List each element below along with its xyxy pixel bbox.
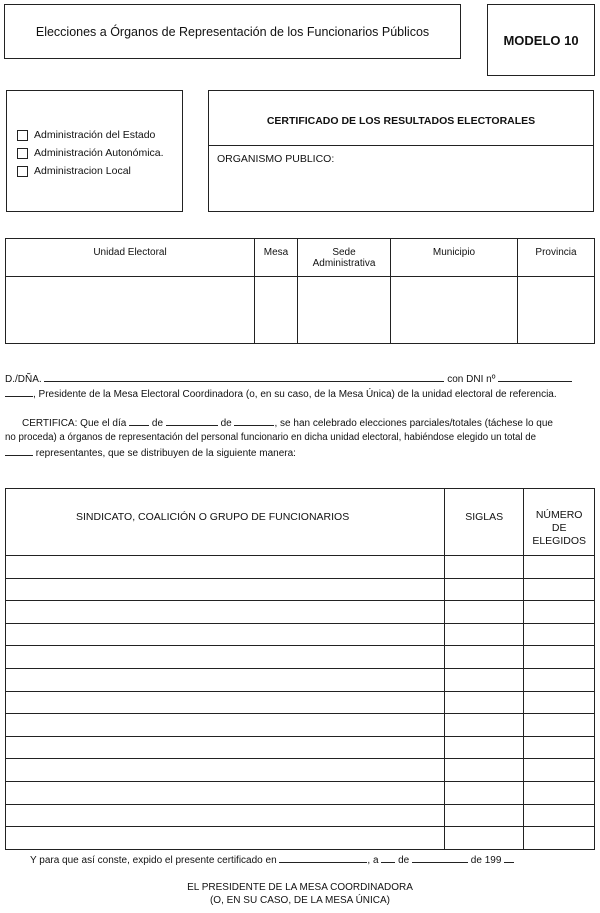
month-field[interactable] bbox=[166, 415, 218, 426]
siglas-cell[interactable] bbox=[445, 623, 524, 646]
table-row bbox=[6, 556, 595, 579]
siglas-cell[interactable] bbox=[445, 804, 524, 827]
mesa-field[interactable] bbox=[255, 277, 298, 344]
certifica-line-2: no proceda) a órganos de representación del personal funcionario en dicha unidad electoral, habiéndose elegido un total de bbox=[5, 432, 537, 443]
siglas-cell[interactable] bbox=[445, 556, 524, 579]
admin-option-label: Administración Autonómica. bbox=[34, 147, 164, 159]
administration-box bbox=[6, 90, 183, 212]
provincia-field[interactable] bbox=[518, 277, 595, 344]
sindicato-cell[interactable] bbox=[6, 556, 445, 579]
checkbox[interactable] bbox=[17, 148, 28, 159]
certifica-line-1: CERTIFICA: Que el día de de , se han celebrado elecciones parciales/totales (táchese lo que bbox=[22, 415, 553, 431]
closing-year-field[interactable] bbox=[504, 852, 514, 863]
elegidos-cell[interactable] bbox=[524, 556, 595, 579]
table-row bbox=[6, 623, 595, 646]
admin-option-label: Administración del Estado bbox=[34, 129, 156, 141]
table-row bbox=[6, 736, 595, 759]
sindicato-cell[interactable] bbox=[6, 827, 445, 850]
dni-field-continued[interactable] bbox=[5, 386, 33, 397]
sede-field[interactable] bbox=[298, 277, 391, 344]
electoral-unit-table bbox=[5, 238, 595, 344]
col-unidad-electoral: Unidad Electoral bbox=[6, 239, 255, 277]
closing-day-field[interactable] bbox=[381, 852, 395, 863]
certificate-title: CERTIFICADO DE LOS RESULTADOS ELECTORALES bbox=[266, 115, 536, 127]
siglas-cell[interactable] bbox=[445, 781, 524, 804]
divider bbox=[209, 145, 593, 146]
table-row bbox=[6, 668, 595, 691]
table-row bbox=[6, 646, 595, 669]
siglas-cell[interactable] bbox=[445, 691, 524, 714]
siglas-cell[interactable] bbox=[445, 668, 524, 691]
elegidos-cell[interactable] bbox=[524, 646, 595, 669]
table-row bbox=[6, 714, 595, 737]
sindicato-cell[interactable] bbox=[6, 759, 445, 782]
elegidos-cell[interactable] bbox=[524, 804, 595, 827]
checkbox[interactable] bbox=[17, 130, 28, 141]
siglas-cell[interactable] bbox=[445, 601, 524, 624]
results-table bbox=[5, 488, 595, 850]
admin-option-local[interactable] bbox=[17, 165, 131, 177]
elegidos-cell[interactable] bbox=[524, 781, 595, 804]
elegidos-cell[interactable] bbox=[524, 827, 595, 850]
elegidos-cell[interactable] bbox=[524, 714, 595, 737]
sindicato-cell[interactable] bbox=[6, 668, 445, 691]
declaration-line-2: , Presidente de la Mesa Electoral Coordinadora (o, en su caso, de la Mesa Única) de la unidad electoral de referencia. bbox=[5, 386, 557, 402]
name-field[interactable] bbox=[44, 371, 444, 382]
organism-field-label: ORGANISMO PUBLICO: bbox=[217, 153, 335, 165]
elegidos-cell[interactable] bbox=[524, 601, 595, 624]
closing-line: Y para que así conste, expido el presente certificado en , a de de 199 bbox=[30, 852, 514, 868]
place-field[interactable] bbox=[279, 852, 367, 863]
sindicato-cell[interactable] bbox=[6, 804, 445, 827]
col-municipio: Municipio bbox=[391, 239, 518, 277]
signature-title-line-2: (O, EN SU CASO, DE LA MESA ÚNICA) bbox=[209, 895, 391, 906]
declaration-line-1: D./DÑA. con DNI nº bbox=[5, 371, 572, 387]
elegidos-cell[interactable] bbox=[524, 736, 595, 759]
table-row bbox=[6, 804, 595, 827]
elegidos-cell[interactable] bbox=[524, 691, 595, 714]
siglas-cell[interactable] bbox=[445, 578, 524, 601]
sindicato-cell[interactable] bbox=[6, 601, 445, 624]
year-field[interactable] bbox=[234, 415, 274, 426]
table-row bbox=[6, 691, 595, 714]
siglas-cell[interactable] bbox=[445, 646, 524, 669]
table-row bbox=[6, 578, 595, 601]
checkbox[interactable] bbox=[17, 166, 28, 177]
admin-option-label: Administracion Local bbox=[34, 165, 131, 177]
sindicato-cell[interactable] bbox=[6, 623, 445, 646]
total-representatives-field[interactable] bbox=[5, 445, 33, 456]
col-sede-administrativa: Sede Administrativa bbox=[298, 239, 391, 277]
col-provincia: Provincia bbox=[518, 239, 595, 277]
certifica-line-3: representantes, que se distribuyen de la siguiente manera: bbox=[5, 445, 296, 461]
siglas-cell[interactable] bbox=[445, 827, 524, 850]
table-row bbox=[6, 759, 595, 782]
sindicato-cell[interactable] bbox=[6, 646, 445, 669]
day-field[interactable] bbox=[129, 415, 149, 426]
table-row bbox=[6, 781, 595, 804]
sindicato-cell[interactable] bbox=[6, 578, 445, 601]
siglas-cell[interactable] bbox=[445, 736, 524, 759]
certificate-box bbox=[208, 90, 594, 212]
model-number-box bbox=[487, 4, 595, 76]
sindicato-cell[interactable] bbox=[6, 691, 445, 714]
elegidos-cell[interactable] bbox=[524, 623, 595, 646]
table-row bbox=[6, 601, 595, 624]
col-numero-elegidos: NÚMERO DE ELEGIDOS bbox=[524, 489, 595, 556]
model-number: MODELO 10 bbox=[503, 32, 579, 48]
sindicato-cell[interactable] bbox=[6, 736, 445, 759]
elegidos-cell[interactable] bbox=[524, 759, 595, 782]
sindicato-cell[interactable] bbox=[6, 714, 445, 737]
siglas-cell[interactable] bbox=[445, 759, 524, 782]
elegidos-cell[interactable] bbox=[524, 578, 595, 601]
sindicato-cell[interactable] bbox=[6, 781, 445, 804]
municipio-field[interactable] bbox=[391, 277, 518, 344]
col-sindicato: SINDICATO, COALICIÓN O GRUPO DE FUNCIONARIOS bbox=[6, 489, 445, 556]
unidad-electoral-field[interactable] bbox=[6, 277, 255, 344]
closing-month-field[interactable] bbox=[412, 852, 468, 863]
form-title: Elecciones a Órganos de Representación de los Funcionarios Públicos bbox=[35, 24, 430, 39]
table-row bbox=[6, 827, 595, 850]
siglas-cell[interactable] bbox=[445, 714, 524, 737]
col-mesa: Mesa bbox=[255, 239, 298, 277]
signature-title-line-1: EL PRESIDENTE DE LA MESA COORDINADORA bbox=[187, 882, 413, 893]
col-siglas: SIGLAS bbox=[445, 489, 524, 556]
form-title-box bbox=[4, 4, 461, 59]
admin-option-estado[interactable] bbox=[17, 129, 155, 141]
elegidos-cell[interactable] bbox=[524, 668, 595, 691]
admin-option-autonomica[interactable] bbox=[17, 147, 164, 159]
dni-field[interactable] bbox=[498, 371, 572, 382]
